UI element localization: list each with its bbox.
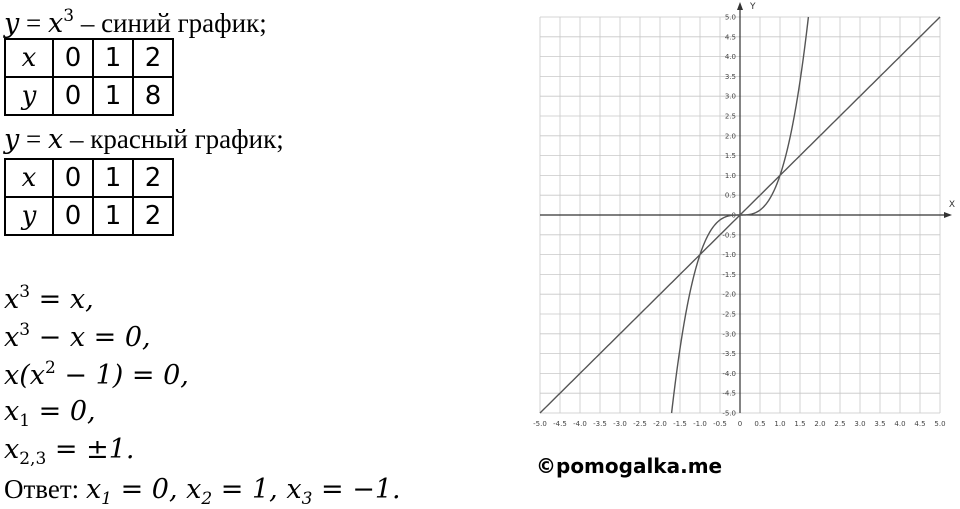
cubic-desc: – синий график;	[74, 8, 267, 38]
subscript: 1	[19, 411, 31, 431]
cubic-values-table	[4, 38, 174, 116]
table-cell: 0	[53, 39, 93, 77]
cubic-graph-title	[4, 8, 267, 37]
x-tick-label: -4.5	[553, 420, 567, 428]
x-tick-label: -3.0	[613, 420, 627, 428]
x-axis-arrow	[944, 212, 952, 218]
equals: =	[19, 8, 48, 38]
y-tick-label: 1.5	[724, 152, 736, 161]
expr: − 1) = 0,	[55, 360, 189, 391]
x-tick-label: -1.5	[673, 420, 687, 428]
y-tick-label: -0.5	[722, 231, 736, 240]
table-cell: 0	[53, 197, 93, 235]
x-tick-label: -2.5	[633, 420, 647, 428]
table-header-x: x	[5, 159, 53, 197]
exponent: 3	[19, 320, 31, 340]
var-y: y	[4, 124, 20, 155]
function-graph	[515, 0, 955, 440]
table-row	[5, 39, 173, 77]
expr: = −1.	[312, 474, 401, 505]
x-tick-label: 2.0	[814, 420, 826, 428]
table-header-x: x	[5, 39, 53, 77]
y-tick-label: -1.5	[722, 270, 736, 279]
var-x: x	[48, 8, 64, 39]
x-tick-label: -5.0	[533, 420, 547, 428]
subscript: 1	[101, 489, 112, 509]
expr: = 0,	[30, 396, 96, 427]
x-tick-label: -4.0	[573, 420, 587, 428]
x-tick-label: -0.5	[713, 420, 727, 428]
table-cell: 1	[93, 39, 133, 77]
y-axis-label: Y	[750, 2, 756, 12]
expr: x(x	[4, 360, 45, 391]
expr: x	[4, 322, 20, 353]
expr: = ±1.	[46, 434, 135, 465]
x-axis-label: X	[948, 200, 955, 210]
table-cell: 1	[93, 197, 133, 235]
table-cell: 8	[133, 77, 173, 115]
x-tick-label: 0.5	[754, 420, 766, 428]
y-tick-label: -3.0	[722, 330, 736, 339]
table-row	[5, 197, 173, 235]
table-cell: 2	[133, 39, 173, 77]
y-tick-label: -1.0	[722, 251, 736, 260]
y-tick-label: -2.5	[722, 310, 736, 319]
y-tick-label: 1.0	[724, 171, 736, 180]
linear-graph-title	[4, 126, 284, 153]
y-tick-label: 3.5	[724, 72, 736, 81]
var-x: x	[48, 124, 64, 155]
expr: = x,	[30, 284, 94, 315]
answer-label: Ответ:	[4, 474, 86, 504]
watermark: ©pomogalka.me	[536, 454, 723, 478]
linear-values-table	[4, 158, 174, 236]
exponent: 3	[19, 282, 31, 302]
expr: x	[4, 434, 20, 465]
y-tick-label: 5.0	[724, 13, 736, 22]
solution-line-4	[4, 398, 96, 430]
expr: − x = 0,	[30, 322, 151, 353]
subscript: 3	[301, 489, 313, 509]
y-tick-label: -4.0	[722, 369, 736, 378]
table-cell: 0	[53, 77, 93, 115]
equals: =	[19, 124, 48, 154]
table-row	[5, 159, 173, 197]
table-cell: 2	[133, 159, 173, 197]
y-tick-label: 2.5	[724, 112, 736, 121]
solution-line-3	[4, 360, 189, 389]
linear-desc: – красный график;	[63, 124, 284, 154]
exponent: 2	[45, 358, 56, 378]
x-tick-label: 1.5	[794, 420, 806, 428]
table-header-y: y	[5, 197, 53, 235]
solution-line-1	[4, 284, 94, 313]
x-tick-label: 5.0	[934, 420, 946, 428]
solution-line-5	[4, 436, 134, 468]
x-tick-label: 0	[737, 420, 743, 428]
expr: = 0,	[112, 474, 187, 505]
expr: = 1,	[212, 474, 287, 505]
y-tick-label: 0.5	[724, 191, 736, 200]
x-tick-label: 3.0	[854, 420, 866, 428]
y-tick-label: 2.0	[724, 132, 736, 141]
x-tick-label: 4.0	[894, 420, 906, 428]
x-tick-label: -2.0	[653, 420, 667, 428]
y-tick-label: 3.0	[724, 92, 736, 101]
table-cell: 2	[133, 197, 173, 235]
y-tick-label: -2.0	[722, 290, 736, 299]
table-cell: 1	[93, 159, 133, 197]
x-tick-label: -3.5	[593, 420, 607, 428]
expr: x	[286, 474, 302, 505]
y-tick-label: 0	[731, 211, 736, 220]
table-row	[5, 77, 173, 115]
solution-line-2	[4, 322, 151, 351]
answer-line	[4, 476, 401, 508]
x-tick-label: 4.5	[914, 420, 926, 428]
expr: x	[85, 474, 102, 505]
expr: x	[4, 284, 20, 315]
y-tick-label: -4.5	[722, 389, 736, 398]
x-tick-label: -1.0	[693, 420, 707, 428]
expr: x	[4, 396, 20, 427]
y-tick-label: 4.5	[724, 33, 736, 42]
subscript: 2,3	[19, 449, 47, 469]
x-tick-label: 2.5	[834, 420, 846, 428]
x-tick-label: 1.0	[774, 420, 786, 428]
x-tick-label: 3.5	[874, 420, 886, 428]
table-header-y: y	[5, 77, 53, 115]
table-cell: 0	[53, 159, 93, 197]
y-tick-label: -5.0	[722, 409, 736, 418]
y-tick-label: 4.0	[724, 53, 736, 62]
y-tick-label: -3.5	[722, 350, 736, 359]
table-cell: 1	[93, 77, 133, 115]
y-axis-arrow	[737, 2, 743, 10]
subscript: 2	[201, 489, 213, 509]
exponent: 3	[63, 6, 75, 26]
var-y: y	[4, 8, 20, 39]
expr: x	[186, 474, 202, 505]
